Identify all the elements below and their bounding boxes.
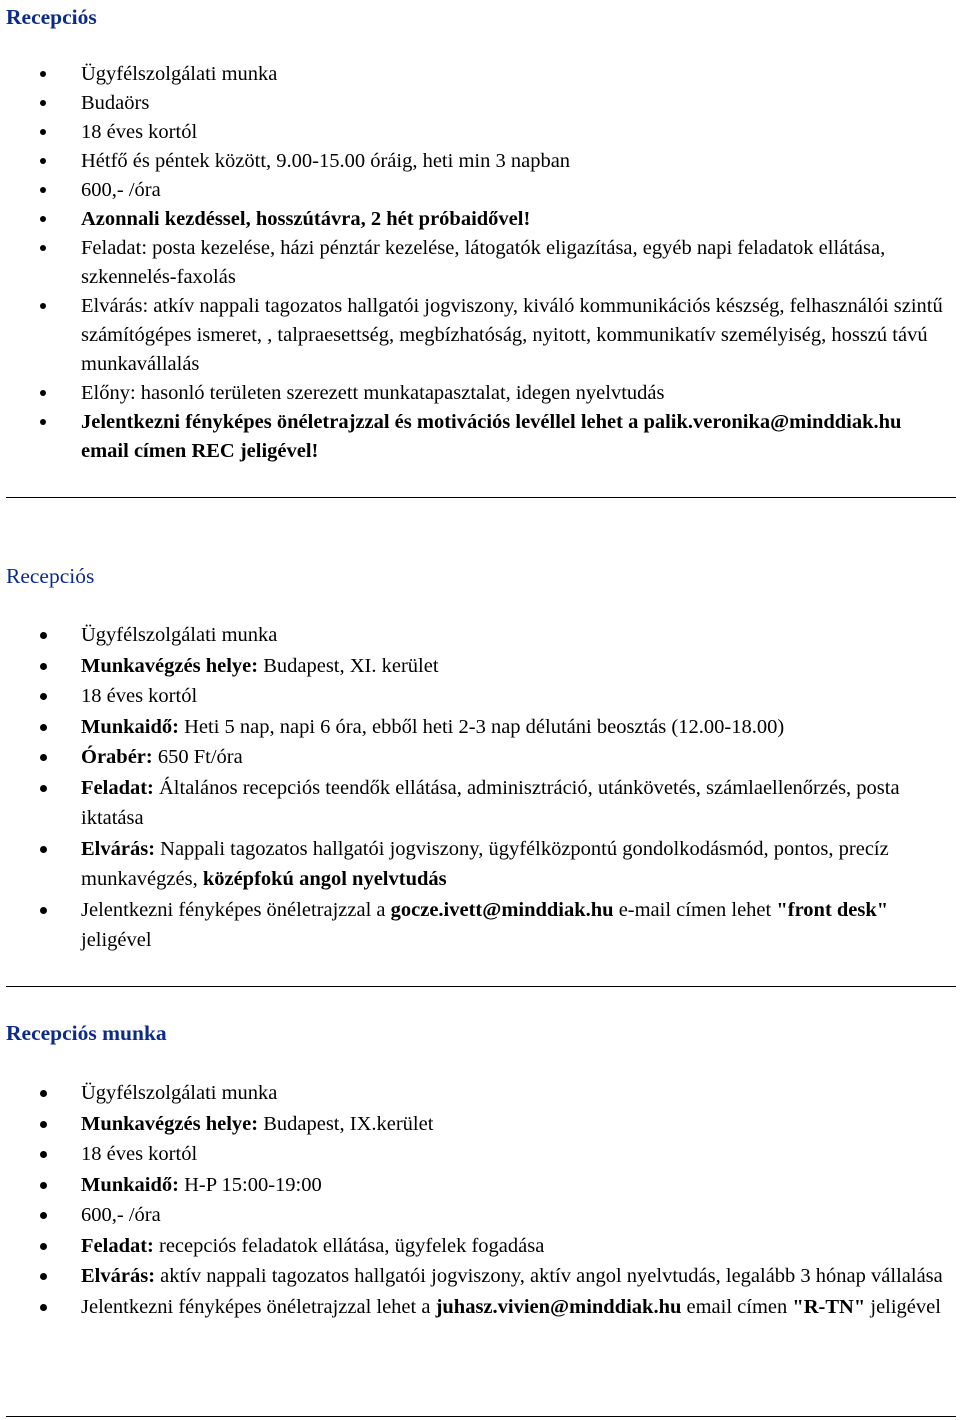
section-1-title: Recepciós xyxy=(6,5,97,29)
section-2-list xyxy=(0,620,950,956)
list-item: Munkavégzés helye: Budapest, XI. kerület xyxy=(0,651,950,682)
list-item: Munkavégzés helye: Budapest, IX.kerület xyxy=(0,1109,950,1140)
section-3-title: Recepciós munka xyxy=(6,1021,167,1045)
bullet-icon xyxy=(40,1090,47,1097)
list-item: Jelentkezni fényképes önéletrajzzal lehet a juhasz.vivien@minddiak.hu email címen "R-TN" jeligével xyxy=(0,1292,950,1323)
bullet-icon xyxy=(40,71,46,77)
divider xyxy=(6,986,956,987)
bullet-icon xyxy=(40,158,46,164)
bullet-icon xyxy=(40,1212,47,1219)
bullet-icon xyxy=(40,245,46,251)
list-item: Feladat: posta kezelése, házi pénztár kezelése, látogatók eligazítása, egyéb napi feladatok ellátása, szkennelés-faxolás xyxy=(0,234,950,292)
list-item: Órabér: 650 Ft/óra xyxy=(0,742,950,773)
bullet-icon xyxy=(40,663,47,670)
bullet-icon xyxy=(40,1243,47,1250)
list-item: Feladat: Általános recepciós teendők ellátása, adminisztráció, utánkövetés, számlaellenőrzés, posta iktatása xyxy=(0,773,950,834)
bullet-icon xyxy=(40,390,46,396)
list-item: Jelentkezni fényképes önéletrajzzal és motivációs levéllel lehet a palik.veronika@minddiak.hu email címen REC jeligével! xyxy=(0,408,950,466)
list-item: Elvárás: Nappali tagozatos hallgatói jogviszony, ügyfélközpontú gondolkodásmód, pontos, precíz munkavégzés, középfokú angol nyelvtudás xyxy=(0,834,950,895)
bullet-icon xyxy=(40,907,47,914)
list-item: 18 éves kortól xyxy=(0,118,950,147)
bullet-icon xyxy=(40,693,47,700)
bullet-icon xyxy=(40,1182,47,1189)
list-item: Munkaidő: Heti 5 nap, napi 6 óra, ebből heti 2-3 nap délutáni beosztás (12.00-18.00) xyxy=(0,712,950,743)
bullet-icon xyxy=(40,129,46,135)
section-3-list xyxy=(0,1078,950,1322)
bullet-icon xyxy=(40,419,46,425)
bullet-icon xyxy=(40,187,46,193)
divider xyxy=(6,497,956,498)
bullet-icon xyxy=(40,724,47,731)
list-item: Ügyfélszolgálati munka xyxy=(0,620,950,651)
bullet-icon xyxy=(40,1304,47,1311)
list-item: 600,- /óra xyxy=(0,176,950,205)
bullet-icon xyxy=(40,846,47,853)
list-item: Hétfő és péntek között, 9.00-15.00 óráig, heti min 3 napban xyxy=(0,147,950,176)
list-item: Előny: hasonló területen szerezett munkatapasztalat, idegen nyelvtudás xyxy=(0,379,950,408)
section-2-title: Recepciós xyxy=(6,564,95,588)
divider xyxy=(6,1416,956,1417)
list-item: Elvárás: atkív nappali tagozatos hallgatói jogviszony, kiváló kommunikációs készség, felhasználói szintű számítógépes ismeret, , talpraesettség, megbízhatóság, nyitott, kommunikatív személyiség, hosszú távú munkavállalás xyxy=(0,292,950,379)
section-1-list xyxy=(0,60,950,466)
list-item: 600,- /óra xyxy=(0,1200,950,1231)
bullet-icon xyxy=(40,303,46,309)
list-item: 18 éves kortól xyxy=(0,1139,950,1170)
list-item: 18 éves kortól xyxy=(0,681,950,712)
bullet-icon xyxy=(40,632,47,639)
bullet-icon xyxy=(40,216,46,222)
list-item: Jelentkezni fényképes önéletrajzzal a gocze.ivett@minddiak.hu e-mail címen lehet "front desk" jeligével xyxy=(0,895,950,956)
bullet-icon xyxy=(40,1151,47,1158)
list-item: Ügyfélszolgálati munka xyxy=(0,60,950,89)
list-item: Azonnali kezdéssel, hosszútávra, 2 hét próbaidővel! xyxy=(0,205,950,234)
email-link[interactable]: juhasz.vivien@minddiak.hu xyxy=(435,1295,682,1318)
list-item: Ügyfélszolgálati munka xyxy=(0,1078,950,1109)
bullet-icon xyxy=(40,100,46,106)
bullet-icon xyxy=(40,1273,47,1280)
bullet-icon xyxy=(40,754,47,761)
list-item: Elvárás: aktív nappali tagozatos hallgatói jogviszony, aktív angol nyelvtudás, legalább 3 hónap vállalása xyxy=(0,1261,950,1292)
list-item: Munkaidő: H-P 15:00-19:00 xyxy=(0,1170,950,1201)
email-link[interactable]: gocze.ivett@minddiak.hu xyxy=(390,898,614,921)
list-item: Feladat: recepciós feladatok ellátása, ügyfelek fogadása xyxy=(0,1231,950,1262)
bullet-icon xyxy=(40,785,47,792)
bullet-icon xyxy=(40,1121,47,1128)
list-item: Budaörs xyxy=(0,89,950,118)
